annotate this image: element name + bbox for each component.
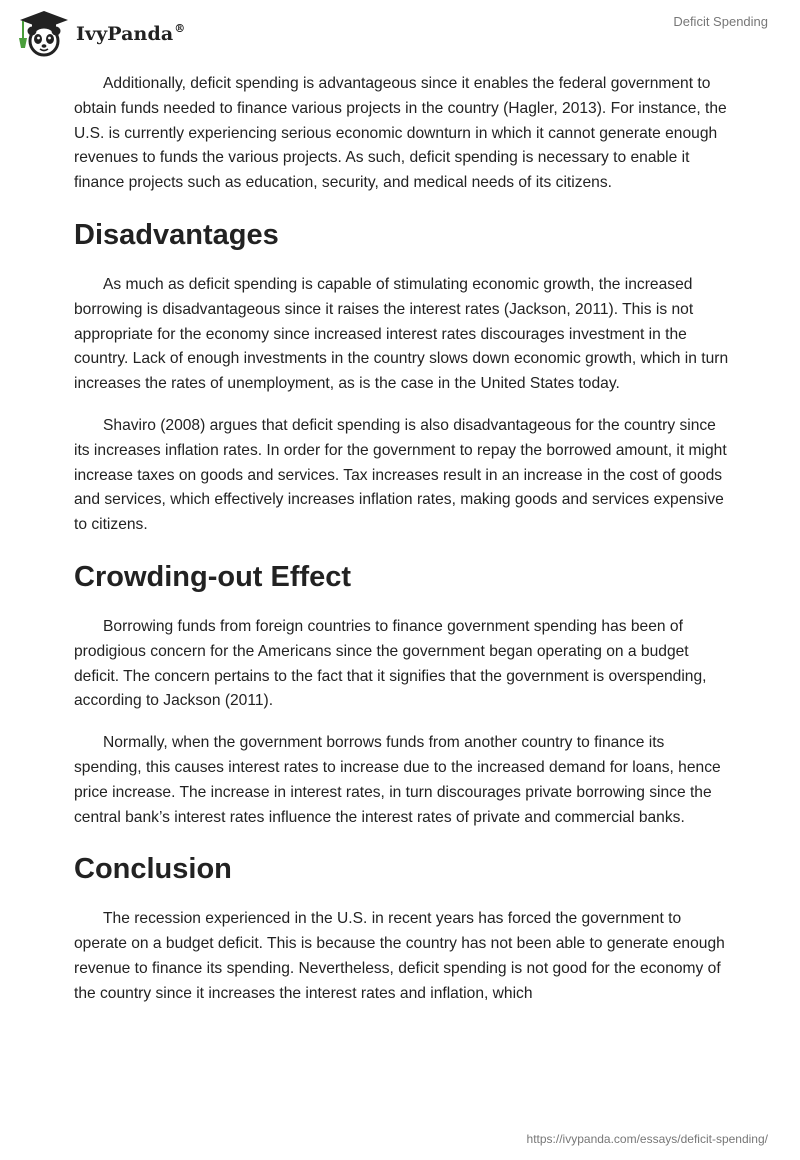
paragraph: Normally, when the government borrows funds from another country to finance its spending, this causes interest rates to increase due to the increased demand for loans, hence price increase. The increase in interest rates, in turn discourages private borrowing since the central bank’s interest rates influence the interest rates of private and commercial banks.: [74, 734, 721, 826]
paragraph: Additionally, deficit spending is advantageous since it enables the federal government to obtain funds needed to finance various projects in the country (Hagler, 2013). For instance, the U.S. is currently experiencing serious economic downturn in which it cannot generate enough revenues to funds the various projects. As such, deficit spending is necessary to enable it finance projects such as education, security, and medical needs of its citizens.: [74, 75, 727, 192]
section-heading-conclusion: Conclusion: [74, 853, 232, 886]
brand-logo[interactable]: [14, 8, 185, 58]
paragraph: Borrowing funds from foreign countries to finance government spending has been of prodigious concern for the Americans since the government began operating on a budget deficit. The concern pertains to the fact that it signifies that the government is overspending, according to Jackson (2011).: [74, 617, 707, 710]
section-heading-crowding-out-effect: Crowding-out Effect: [74, 560, 352, 593]
panda-graduation-cap-icon: [14, 8, 70, 58]
brand-registered-mark: ®: [174, 22, 186, 35]
section-heading-disadvantages: Disadvantages: [74, 218, 279, 251]
brand-name: IvyPanda®: [76, 22, 186, 45]
paragraph: The recession experienced in the U.S. in recent years has forced the government to operate on a budget deficit. This is because the country has not been able to generate enough revenue to finance its spending. Nevertheless, deficit spending is not good for the economy of the country since it increases the interest rates and inflation, which: [74, 910, 725, 1002]
document-title: Deficit Spending: [673, 14, 768, 29]
paragraph: Shaviro (2008) argues that deficit spending is also disadvantageous for the country since its increases inflation rates. In order for the government to repay the borrowed amount, it might increase taxes on goods and services. Tax increases result in an increase in the cost of goods and services, which effectively increases inflation rates, making goods and services expensive to citizens.: [74, 416, 727, 534]
essay-content: [74, 72, 734, 1024]
page-header: [0, 0, 800, 62]
paragraph: As much as deficit spending is capable of stimulating economic growth, the increased borrowing is disadvantageous since it raises the interest rates (Jackson, 2011). This is not appropriate for the economy since increased interest rates discourages investment in the country. Lack of enough investments in the country slows down economic growth, which in turn increases the rates of unemployment, as is the case in the United States today.: [74, 275, 729, 393]
source-url[interactable]: https://ivypanda.com/essays/deficit-spending/: [526, 1132, 768, 1146]
